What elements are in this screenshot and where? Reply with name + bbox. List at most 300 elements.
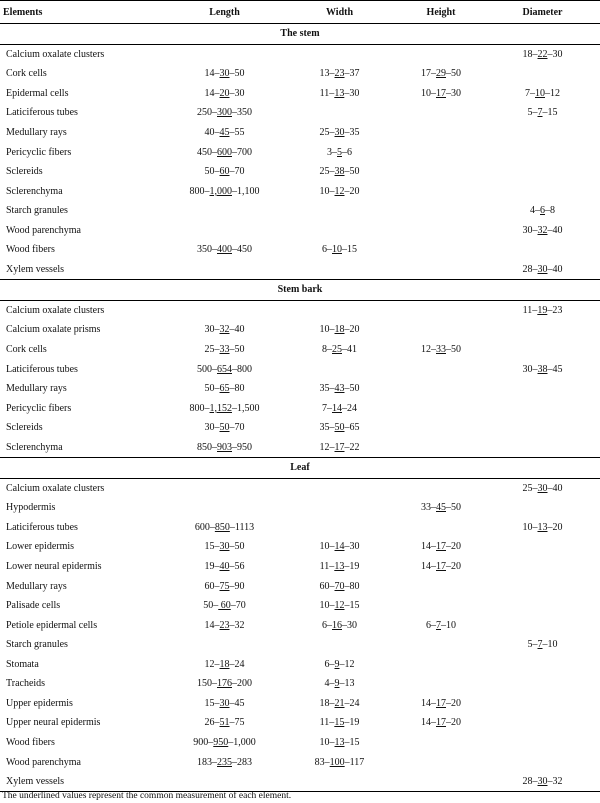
common-value: 23: [334, 68, 345, 80]
table-row: [0, 655, 600, 675]
diameter-cell: [485, 64, 600, 84]
length-cell: [167, 498, 282, 518]
height-cell: 33–45–50: [421, 502, 461, 514]
common-value: 7: [436, 619, 441, 631]
table-row: [0, 162, 600, 182]
length-cell: 50– 60–70: [203, 600, 246, 612]
element-name: Upper neural epidermis: [6, 717, 101, 729]
element-name: Calcium oxalate clusters: [6, 304, 105, 316]
length-cell: [167, 300, 282, 320]
diameter-cell: 28–30–32: [485, 772, 600, 792]
element-name: Wood fibers: [6, 244, 55, 256]
diameter-cell: [485, 733, 600, 753]
height-cell: [397, 260, 485, 280]
width-cell: 12–17–22: [319, 441, 360, 453]
diameter-cell: [485, 162, 600, 182]
diameter-cell: [485, 615, 600, 635]
common-value: 17: [436, 541, 446, 553]
table-row: [0, 772, 600, 792]
element-name: Epidermal cells: [6, 87, 69, 99]
height-cell: [397, 772, 485, 792]
length-cell: [167, 260, 282, 280]
length-cell: [167, 220, 282, 240]
width-cell: 25–38–50: [319, 166, 360, 178]
height-cell: [397, 181, 485, 201]
common-value: 17: [334, 441, 345, 453]
common-value: 17: [436, 697, 446, 709]
width-cell: 3–5–6: [327, 146, 352, 158]
common-value: 1,152: [209, 402, 232, 414]
element-name: Upper epidermis: [6, 697, 73, 709]
common-value: 32: [219, 324, 230, 336]
width-cell: 18–21–24: [319, 697, 360, 709]
table-row: [0, 596, 600, 616]
height-cell: [397, 576, 485, 596]
height-cell: [397, 398, 485, 418]
length-cell: [167, 478, 282, 498]
height-cell: [397, 320, 485, 340]
height-cell: [397, 437, 485, 457]
diameter-cell: [485, 576, 600, 596]
element-name: Hypodermis: [6, 502, 56, 514]
diameter-cell: [485, 437, 600, 457]
common-value: 22: [537, 48, 548, 60]
height-cell: [397, 379, 485, 399]
height-cell: [397, 752, 485, 772]
diameter-cell: 28–30–40: [522, 263, 563, 275]
element-name: Calcium oxalate clusters: [6, 48, 105, 60]
width-cell: 4–9–13: [324, 678, 355, 690]
table-row: [0, 64, 600, 84]
height-cell: [397, 518, 485, 538]
table-row: [0, 142, 600, 162]
height-cell: [397, 655, 485, 675]
common-value: 1,000: [209, 185, 232, 197]
common-value: 25: [332, 344, 342, 356]
length-cell: 12–18–24: [204, 658, 245, 670]
diameter-cell: [485, 181, 600, 201]
common-value: 903: [217, 441, 232, 453]
common-value: 30: [537, 776, 548, 788]
height-cell: 6–7–10: [426, 619, 456, 631]
table-row: [0, 437, 600, 457]
length-cell: 14–30–50: [204, 68, 245, 80]
common-value: 5: [337, 146, 342, 158]
width-cell: [282, 103, 397, 123]
table-row: [0, 379, 600, 399]
table-row: [0, 498, 600, 518]
table-body: [0, 24, 600, 792]
element-name: Wood parenchyma: [6, 224, 81, 236]
element-name: Starch granules: [6, 639, 68, 651]
common-value: 50: [219, 422, 230, 434]
common-value: 43: [334, 383, 345, 395]
diameter-cell: 7–10–12: [525, 87, 560, 99]
height-cell: [397, 240, 485, 260]
section-header-row: [0, 280, 600, 301]
diameter-cell: [485, 123, 600, 143]
header-diameter: Diameter: [485, 1, 600, 24]
table-row: [0, 260, 600, 280]
element-name: Xylem vessels: [6, 263, 65, 275]
width-cell: 11–13–19: [319, 561, 360, 573]
table-row: [0, 398, 600, 418]
diameter-cell: [485, 655, 600, 675]
element-name: Lower epidermis: [6, 541, 75, 553]
width-cell: [282, 635, 397, 655]
diameter-cell: 30–32–40: [522, 224, 563, 236]
section-title: The stem: [0, 24, 600, 45]
height-cell: [397, 201, 485, 221]
length-cell: 30–32–40: [204, 324, 245, 336]
common-value: 7: [537, 639, 543, 651]
element-name: Laticiferous tubes: [6, 521, 78, 533]
length-cell: 500–654–800: [197, 363, 252, 375]
element-name: Palisade cells: [6, 600, 61, 612]
common-value: 23: [219, 619, 230, 631]
length-cell: 800–1,000–1,100: [189, 185, 260, 197]
diameter-cell: [485, 240, 600, 260]
common-value: 30: [219, 68, 230, 80]
table-row: [0, 518, 600, 538]
length-cell: 900–950–1,000: [193, 736, 256, 748]
table-row: [0, 674, 600, 694]
width-cell: 6–9–12: [324, 658, 355, 670]
height-cell: [397, 478, 485, 498]
table-row: [0, 340, 600, 360]
length-cell: 40–45–55: [204, 127, 245, 138]
element-name: Tracheids: [6, 678, 46, 690]
table-row: [0, 694, 600, 714]
width-cell: [282, 772, 397, 792]
common-value: 16: [332, 619, 342, 631]
length-cell: 50–65–80: [204, 383, 245, 395]
diameter-cell: 4–6–8: [530, 205, 555, 217]
height-cell: 14–17–20: [421, 541, 461, 553]
table-row: [0, 576, 600, 596]
table-row: [0, 220, 600, 240]
length-cell: 250–300–350: [197, 107, 252, 119]
common-value: 20: [219, 87, 230, 99]
table-row: [0, 44, 600, 64]
width-cell: 6–10–15: [322, 244, 357, 256]
diameter-cell: 18–22–30: [522, 48, 563, 60]
diameter-cell: 10–13–20: [522, 521, 563, 533]
section-title: Leaf: [0, 458, 600, 479]
common-value: 18: [219, 658, 230, 670]
length-cell: 25–33–50: [204, 344, 245, 356]
element-name: Sclereids: [6, 166, 43, 178]
height-cell: [397, 733, 485, 753]
length-cell: 183–235–283: [197, 756, 252, 768]
diameter-cell: 25–30–40: [522, 482, 563, 494]
width-cell: 60–70–80: [319, 580, 360, 592]
width-cell: [282, 300, 397, 320]
common-value: 65: [219, 383, 230, 395]
common-value: 60: [219, 166, 230, 178]
common-value: 235: [217, 756, 232, 768]
common-value: 12: [334, 185, 345, 197]
width-cell: 11–13–30: [319, 87, 360, 99]
height-cell: [397, 103, 485, 123]
width-cell: [282, 518, 397, 538]
diameter-cell: [485, 320, 600, 340]
common-value: 30: [219, 697, 230, 709]
common-value: 14: [334, 541, 345, 553]
height-cell: [397, 123, 485, 143]
width-cell: [282, 201, 397, 221]
table-row: [0, 418, 600, 438]
table-row: [0, 123, 600, 143]
common-value: 45: [219, 127, 230, 138]
table-row: [0, 557, 600, 577]
section-header-row: [0, 24, 600, 45]
width-cell: 6–16–30: [322, 619, 357, 631]
header-row: [0, 1, 600, 24]
common-value: 13: [334, 736, 345, 748]
common-value: 17: [436, 561, 446, 573]
table-row: [0, 752, 600, 772]
common-value: 45: [436, 502, 446, 514]
common-value: 29: [436, 68, 446, 80]
diameter-cell: [485, 340, 600, 360]
table-row: [0, 320, 600, 340]
table-row: [0, 359, 600, 379]
element-name: Medullary rays: [6, 127, 67, 138]
length-cell: 19–40–56: [204, 561, 245, 573]
table-row: [0, 240, 600, 260]
common-value: 38: [334, 166, 345, 178]
common-value: 30: [537, 482, 548, 494]
common-value: 10: [535, 87, 545, 99]
height-cell: 17–29–50: [421, 68, 461, 80]
element-name: Sclerenchyma: [6, 185, 63, 197]
height-cell: [397, 300, 485, 320]
element-name: Wood fibers: [6, 736, 55, 748]
diameter-cell: [485, 674, 600, 694]
width-cell: 10–14–30: [319, 541, 360, 553]
width-cell: [282, 220, 397, 240]
table-row: [0, 615, 600, 635]
diameter-cell: [485, 418, 600, 438]
width-cell: [282, 260, 397, 280]
height-cell: [397, 162, 485, 182]
length-cell: 850–903–950: [197, 441, 252, 453]
common-value: 300: [217, 107, 232, 119]
table-row: [0, 478, 600, 498]
table-row: [0, 713, 600, 733]
common-value: 33: [436, 344, 446, 356]
height-cell: 14–17–20: [421, 561, 461, 573]
table-row: [0, 201, 600, 221]
diameter-cell: [485, 752, 600, 772]
common-value: 654: [217, 363, 232, 375]
width-cell: 8–25–41: [322, 344, 357, 356]
header-length: Length: [167, 1, 282, 24]
width-cell: 10–18–20: [319, 324, 360, 336]
header-elements: Elements: [0, 1, 167, 24]
diameter-cell: 30–38–45: [522, 363, 563, 375]
element-name: Laticiferous tubes: [6, 107, 78, 119]
header-height: Height: [397, 1, 485, 24]
common-value: 38: [537, 363, 548, 375]
common-value: 176: [217, 678, 232, 690]
section-title: Stem bark: [0, 280, 600, 301]
element-name: Wood parenchyma: [6, 756, 81, 768]
width-cell: 10–12–20: [319, 185, 360, 197]
common-value: 30: [219, 541, 230, 553]
diameter-cell: [485, 379, 600, 399]
length-cell: 14–20–30: [204, 87, 245, 99]
diameter-cell: 5–7–10: [527, 639, 558, 651]
element-name: Sclerenchyma: [6, 441, 63, 453]
diameter-cell: [485, 596, 600, 616]
common-value: 14: [332, 402, 342, 414]
diameter-cell: 5–7–15: [527, 107, 558, 119]
common-value: 17: [436, 87, 446, 99]
diameter-cell: [485, 398, 600, 418]
length-cell: 15–30–45: [204, 697, 245, 709]
common-value: 7: [537, 107, 543, 119]
width-cell: 35–50–65: [319, 422, 360, 434]
common-value: 12: [334, 600, 345, 612]
common-value: 17: [436, 717, 446, 729]
element-name: Stomata: [6, 658, 39, 670]
common-value: 13: [334, 87, 345, 99]
common-value: 15: [334, 717, 345, 729]
common-value: 51: [219, 717, 230, 729]
common-value: 19: [537, 304, 548, 316]
common-value: 9: [334, 658, 340, 670]
height-cell: 14–17–20: [421, 717, 461, 729]
diameter-cell: [485, 713, 600, 733]
common-value: 400: [217, 244, 232, 256]
length-cell: [167, 635, 282, 655]
common-value: 30: [537, 263, 548, 275]
common-value: 70: [334, 580, 345, 592]
table-row: [0, 635, 600, 655]
diameter-cell: [485, 694, 600, 714]
width-cell: [282, 498, 397, 518]
width-cell: 13–23–37: [319, 68, 360, 80]
header-width: Width: [282, 1, 397, 24]
element-name: Pericyclic fibers: [6, 402, 72, 414]
length-cell: 26–51–75: [204, 717, 245, 729]
element-name: Starch granules: [6, 205, 68, 217]
length-cell: 150–176–200: [197, 678, 252, 690]
length-cell: 50–60–70: [204, 166, 245, 178]
length-cell: 600–850–1113: [194, 521, 255, 533]
table-row: [0, 84, 600, 104]
length-cell: [167, 44, 282, 64]
element-name: Lower neural epidermis: [6, 561, 102, 573]
common-value: 30: [334, 127, 345, 138]
width-cell: 25–30–35: [319, 127, 360, 138]
width-cell: 10–12–15: [319, 600, 360, 612]
height-cell: [397, 44, 485, 64]
common-value: 600: [217, 146, 232, 158]
common-value: 50: [334, 422, 345, 434]
width-cell: 11–15–19: [319, 717, 360, 729]
width-cell: [282, 44, 397, 64]
common-value: 6: [540, 205, 545, 217]
length-cell: [167, 201, 282, 221]
table-row: [0, 181, 600, 201]
common-value: 100: [329, 756, 345, 768]
common-value: 32: [537, 224, 548, 236]
section-header-row: [0, 458, 600, 479]
length-cell: 14–23–32: [204, 619, 245, 631]
diameter-cell: [485, 557, 600, 577]
common-value: 40: [219, 561, 230, 573]
element-name: Medullary rays: [6, 580, 67, 592]
element-name: Cork cells: [6, 68, 47, 80]
width-cell: 83–100–117: [314, 756, 365, 768]
width-cell: [282, 359, 397, 379]
diameter-cell: [485, 498, 600, 518]
height-cell: [397, 596, 485, 616]
element-name: Petiole epidermal cells: [6, 619, 98, 631]
height-cell: [397, 142, 485, 162]
width-cell: 10–13–15: [319, 736, 360, 748]
common-value: 950: [213, 736, 229, 748]
common-value: 9: [334, 678, 340, 690]
element-name: Calcium oxalate prisms: [6, 324, 101, 336]
length-cell: 15–30–50: [204, 541, 245, 553]
element-name: Laticiferous tubes: [6, 363, 78, 375]
common-value: 21: [334, 697, 345, 709]
diameter-cell: [485, 537, 600, 557]
table-row: [0, 300, 600, 320]
width-cell: 35–43–50: [319, 383, 360, 395]
element-name: Calcium oxalate clusters: [6, 482, 105, 494]
table-footnote: The underlined values represent the common measurement of each element.: [2, 791, 292, 801]
common-value: 75: [219, 580, 230, 592]
common-value: 60: [218, 600, 231, 612]
table-row: [0, 733, 600, 753]
element-name: Pericyclic fibers: [6, 146, 72, 158]
table-header: [0, 1, 600, 24]
diameter-cell: [485, 142, 600, 162]
height-cell: [397, 418, 485, 438]
common-value: 850: [214, 521, 230, 533]
width-cell: 7–14–24: [322, 402, 357, 414]
common-value: 33: [219, 344, 230, 356]
length-cell: [167, 772, 282, 792]
element-name: Cork cells: [6, 344, 47, 356]
height-cell: [397, 635, 485, 655]
element-name: Sclereids: [6, 422, 43, 434]
height-cell: [397, 220, 485, 240]
height-cell: [397, 674, 485, 694]
common-value: 13: [537, 521, 548, 533]
length-cell: 60–75–90: [204, 580, 245, 592]
height-cell: [397, 359, 485, 379]
table-row: [0, 103, 600, 123]
width-cell: [282, 478, 397, 498]
common-value: 13: [334, 561, 345, 573]
element-name: Medullary rays: [6, 383, 67, 395]
height-cell: 10–17–30: [421, 87, 461, 99]
common-value: 18: [334, 324, 345, 336]
diameter-cell: 11–19–23: [522, 304, 563, 316]
height-cell: 12–33–50: [421, 344, 461, 356]
length-cell: 450–600–700: [197, 146, 252, 158]
table-row: [0, 537, 600, 557]
height-cell: 14–17–20: [421, 697, 461, 709]
common-value: 10: [332, 244, 342, 256]
length-cell: 30–50–70: [204, 422, 245, 434]
